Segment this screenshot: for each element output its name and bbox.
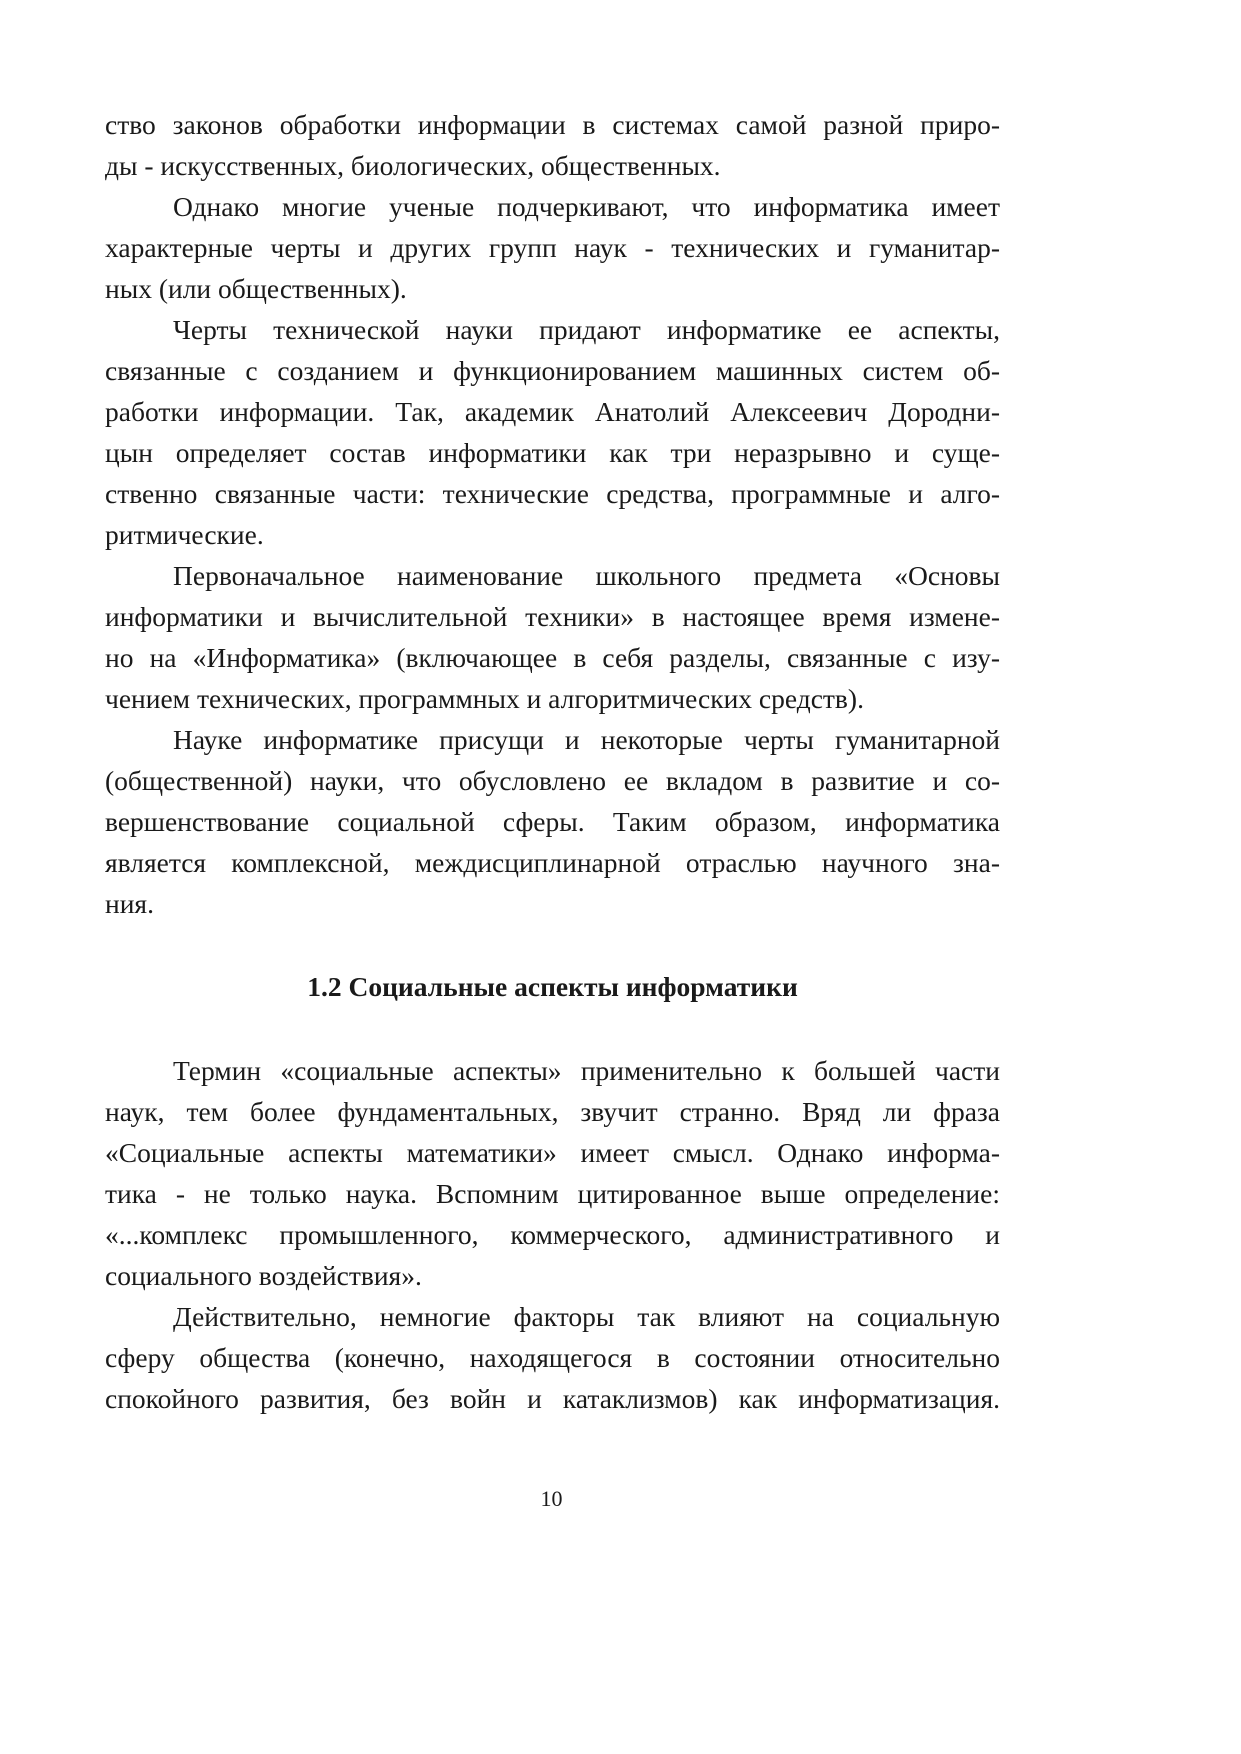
text-line: ных (или общественных). [105,273,407,304]
text-line: ственно связанные части: технические средства, программные и алго- [105,478,1000,509]
text-line: Действительно, немногие факторы так влияют на социальную [173,1301,1000,1332]
section-heading: 1.2 Социальные аспекты информатики [307,971,798,1002]
text-line: ды - искусственных, биологических, общественных. [105,150,721,181]
text-line: сферу общества (конечно, находящегося в состоянии относительно [105,1342,1000,1373]
text-line: Науке информатике присущи и некоторые черты гуманитарной [173,724,1000,755]
text-line: тика - не только наука. Вспомним цитированное выше определение: [105,1178,1000,1209]
text-line: ритмические. [105,519,264,550]
page-number: 10 [540,1486,563,1511]
text-line: спокойного развития, без войн и катаклизмов) как информатизация. [105,1383,1000,1414]
text-line: связанные с созданием и функционированием машинных систем об- [105,355,1000,386]
body-text-bottom [105,1050,1000,1419]
text-line: ния. [105,888,154,919]
text-line: информатики и вычислительной техники» в настоящее время измене- [105,601,1000,632]
text-line: «...комплекс промышленного, коммерческого, административного и [105,1219,1000,1250]
text-line: (общественной) науки, что обусловлено ее вкладом в развитие и со- [105,765,1000,796]
text-line: Первоначальное наименование школьного предмета «Основы [173,560,1000,591]
text-line: работки информации. Так, академик Анатолий Алексеевич Дородни- [105,396,1000,427]
text-line: цын определяет состав информатики как три неразрывно и суще- [105,437,1000,468]
body-text-top [105,104,1000,924]
text-line: является комплексной, междисциплинарной отраслью научного зна- [105,847,1000,878]
text-line: Черты технической науки придают информатике ее аспекты, [173,314,1000,345]
text-line: характерные черты и других групп наук - технических и гуманитар- [105,232,1000,263]
text-line: Однако многие ученые подчеркивают, что информатика имеет [173,191,1000,222]
text-line: ство законов обработки информации в системах самой разной приро- [105,109,1000,140]
text-line: чением технических, программных и алгоритмических средств). [105,683,864,714]
text-line: Термин «социальные аспекты» применительно к большей части [173,1055,1000,1086]
text-line: но на «Информатика» (включающее в себя разделы, связанные с изу- [105,642,1000,673]
text-line: «Социальные аспекты математики» имеет смысл. Однако информа- [105,1137,1000,1168]
text-line: вершенствование социальной сферы. Таким образом, информатика [105,806,1000,837]
text-line: социального воздействия». [105,1260,422,1291]
text-line: наук, тем более фундаментальных, звучит странно. Вряд ли фраза [105,1096,1000,1127]
